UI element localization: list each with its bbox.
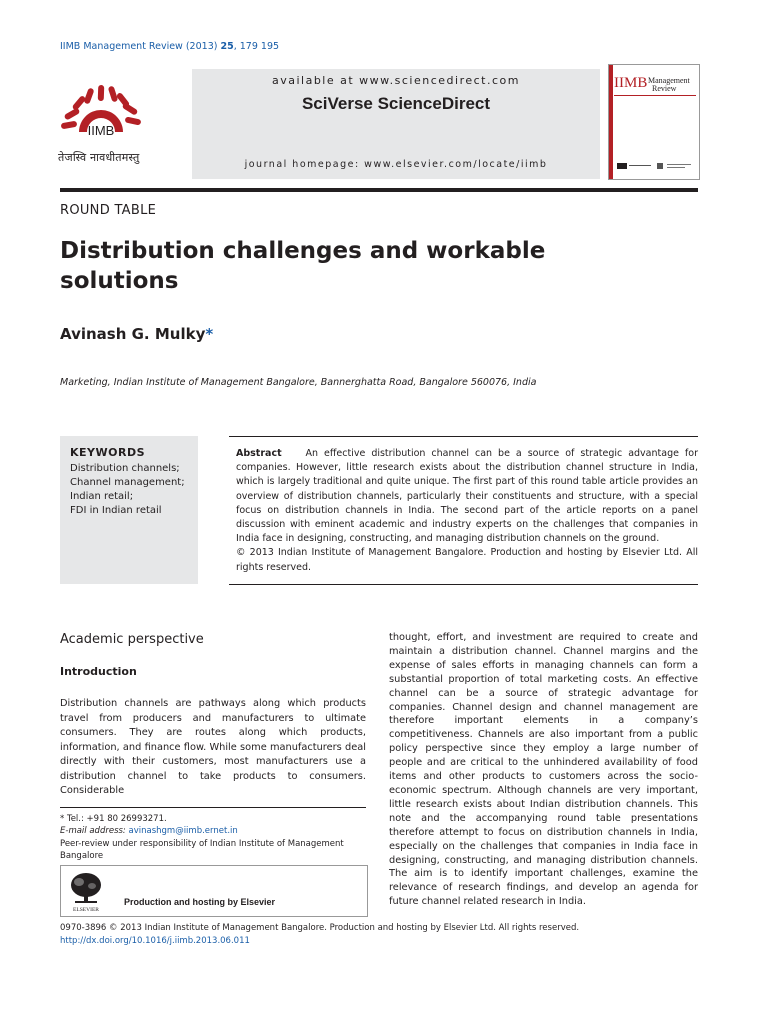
affiliation: Marketing, Indian Institute of Management Bangalore, Bannerghatta Road, Bangalore 560076, India	[60, 377, 537, 388]
abstract	[236, 447, 698, 575]
footnote-rule	[60, 807, 366, 808]
email-link[interactable]: avinashgm@iimb.ernet.in	[128, 826, 238, 837]
abstract-bottom-rule	[229, 584, 698, 585]
section-heading: Academic perspective	[60, 632, 204, 647]
elsevier-tree-icon	[67, 870, 105, 912]
elsevier-wordmark: ELSEVIER	[73, 907, 99, 912]
footnote-email: E-mail address: avinashgm@iimb.ernet.in	[60, 826, 238, 837]
issn-copyright: 0970-3896 © 2013 Indian Institute of Management Bangalore. Production and hosting by Elsevier Ltd. All rights reserved.	[60, 923, 580, 933]
abstract-text: An effective distribution channel can be a source of strategic advantage for companies. However, little research exists about the distribution channel structure in India, which is largely traditional and quite unique. The first part of this round table article provides an overview of distribution channels, particularly their constituents and structure, with a special focus on distribution channels in India. The second part of the article reports on a panel discussion with eminent academic and industry experts on the challenges that companies in India face in designing, constructing, and managing distribution channels on the ground.	[236, 448, 698, 545]
abstract-label: Abstract	[236, 448, 282, 459]
journal-reference[interactable]: IIMB Management Review (2013) 25, 179 195	[60, 41, 280, 52]
cover-footer-marks	[617, 161, 697, 171]
production-hosting: Production and hosting by Elsevier	[124, 897, 276, 907]
cover-divider	[614, 95, 696, 96]
cover-subtitle: Management Review	[648, 76, 690, 93]
sciencedirect-banner	[192, 69, 600, 179]
body-column-left: Distribution channels are pathways along which products travel from producers and manufacturers to ultimate consumers. They are routes along which products, information, and finance flow. While some manufacturers deal directly with their customers, most manufacturers use a distribution channel to take products to consumers. Considerable	[60, 698, 366, 796]
body-column-right: thought, effort, and investment are required to create and maintain a distribution channel. Channel margins and the expense of sales efforts in managing channels can form a substantial proportion of total marketing costs. An effective channel can be a source of strategic advantage for companies. Channel design and channel management are therefore important elements in a company’s competitiveness. Channels are also important from a public policy perspective since they employ a large number of people and are critical to the unhindered availability of food items and other products to customers across the socio-economic spectrum. Although channels are very important, little research exists about Indian distribution channels. This note and the accompanying round table presentations therefore attempt to focus on distribution channels in India, especially on the challenges that companies in India face in designing, constructing, and managing distribution channels. The aim is to identify important challenges, examine the relevance of research findings, and develop an agenda for future channel related research in India.	[389, 632, 698, 908]
footnote-tel: * Tel.: +91 80 26993271.	[60, 814, 167, 824]
keyword-item: FDI in Indian retail	[70, 505, 162, 516]
logo-tagline: तेजस्वि नावधीतमस्तु	[58, 151, 140, 164]
keywords-title: KEYWORDS	[70, 446, 146, 459]
abstract-top-rule	[229, 436, 698, 437]
footnotes	[60, 813, 366, 863]
cover-accent-bar	[609, 65, 613, 179]
header-rule	[60, 188, 698, 192]
journal-cover	[608, 64, 700, 180]
keywords-box	[60, 436, 198, 584]
doi-link[interactable]: http://dx.doi.org/10.1016/j.iimb.2013.06.011	[60, 936, 250, 946]
elsevier-box	[60, 865, 368, 917]
author: Avinash G. Mulky*	[60, 325, 214, 343]
article-title: Distribution challenges and workable solutions	[60, 238, 546, 294]
section-type: ROUND TABLE	[60, 203, 157, 218]
author-footnote-link[interactable]: *	[205, 325, 214, 343]
keyword-item: Channel management;	[70, 477, 185, 488]
cover-title: IIMB	[614, 75, 648, 91]
keyword-item: Indian retail;	[70, 491, 134, 502]
available-at[interactable]: available at www.sciencedirect.com	[271, 74, 520, 87]
abstract-copyright: © 2013 Indian Institute of Management Bangalore. Production and hosting by Elsevier Ltd. All rights reserved.	[236, 547, 698, 573]
iimb-logo-mark	[55, 84, 165, 154]
footnote-peer-review: Peer-review under responsibility of Indian Institute of Management Bangalore	[60, 838, 344, 862]
publisher-name: SciVerse ScienceDirect	[301, 94, 491, 113]
keywords-list	[70, 462, 185, 518]
journal-homepage[interactable]: journal homepage: www.elsevier.com/locate/iimb	[244, 159, 548, 170]
logo-text: IIMB	[87, 123, 115, 138]
subsection-heading: Introduction	[60, 665, 137, 678]
keyword-item: Distribution channels;	[70, 463, 180, 474]
